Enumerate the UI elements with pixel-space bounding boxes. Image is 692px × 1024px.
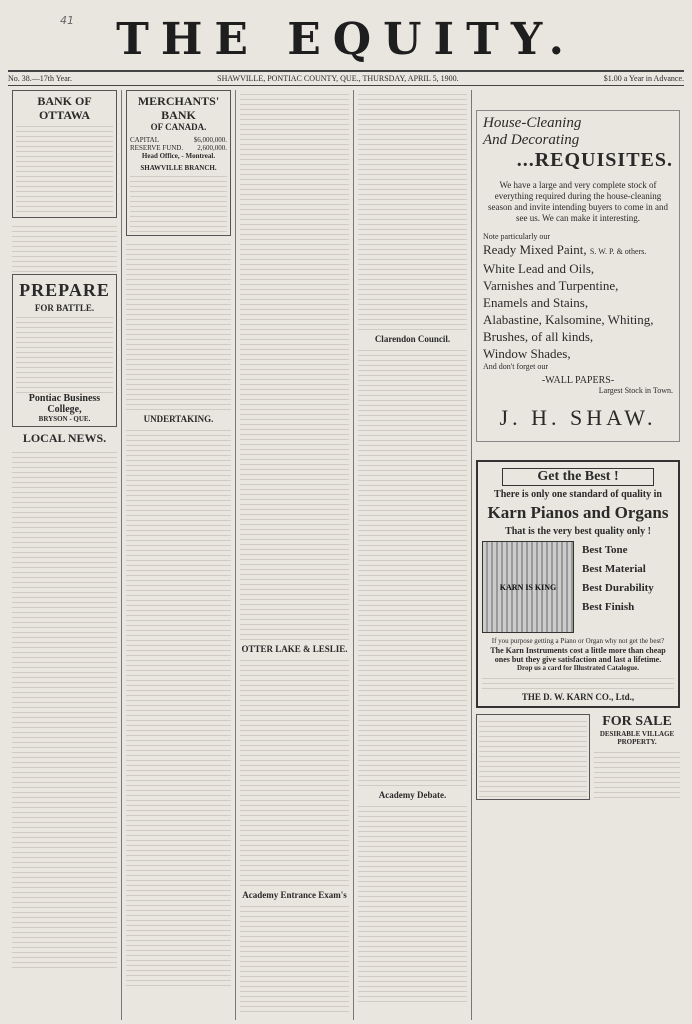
column-1 xyxy=(8,90,122,1020)
hc-item xyxy=(483,241,673,260)
piano-catalog: Drop us a card for Illustrated Catalogue. xyxy=(516,664,640,672)
piano-karn-note: The Karn Instruments cost a little more than cheap ones but they give satisfaction and last a lifetime. xyxy=(490,646,666,664)
handwritten-page-number: 41 xyxy=(60,14,74,27)
hc-item-text: Ready Mixed Paint, xyxy=(483,242,587,257)
dateline xyxy=(8,70,684,86)
for-sale-section xyxy=(476,714,680,800)
hc-item xyxy=(483,311,673,328)
place-date: SHAWVILLE, PONTIAC COUNTY, QUE., THURSDAY, APRIL 5, 1900. xyxy=(217,74,459,83)
piano-company: THE D. W. KARN CO., Ltd., xyxy=(521,692,635,702)
hc-items-list xyxy=(483,241,673,362)
hc-item-text: White Lead and Oils, xyxy=(483,261,595,276)
piano-title: Get the Best ! xyxy=(502,468,654,486)
reserve-value: 2,600,000. xyxy=(197,144,227,152)
hc-body: We have a large and very complete stock of everything required during the house-cleaning season and invite intending buyers to come in and see us. We can make it interesting. xyxy=(488,180,668,223)
piano-sub: There is only one standard of quality in xyxy=(494,489,662,500)
hc-largest-stock: Largest Stock in Town. xyxy=(598,386,673,395)
piano-feature: Best Material xyxy=(582,563,646,575)
capital-value: $6,000,000. xyxy=(193,136,227,144)
piano-illustration xyxy=(482,541,574,633)
hc-item-text: Brushes, of all kinds, xyxy=(483,329,594,344)
hc-merchant-name: J. H. SHAW. xyxy=(499,405,657,430)
hc-item-text: Alabastine, Kalsomine, Whiting, xyxy=(483,312,654,327)
piano-feature: Best Tone xyxy=(582,544,628,556)
subscription-price: $1.00 a Year in Advance. xyxy=(603,74,684,83)
clarendon-council-heading: Clarendon Council. xyxy=(374,334,451,344)
hc-item-note: S. W. P. & others. xyxy=(589,247,647,256)
column-3 xyxy=(236,90,354,1020)
merchants-bank-title: MERCHANTS' BANK xyxy=(137,94,220,122)
shawville-branch: SHAWVILLE BRANCH. xyxy=(140,164,217,172)
piano-feature: Best Durability xyxy=(582,582,654,594)
college-location: BRYSON - QUE. xyxy=(38,415,91,423)
hc-line1: House-Cleaning xyxy=(483,115,582,131)
bank-of-ottawa-title: BANK OF OTTAWA xyxy=(37,94,92,122)
karn-piano-ad xyxy=(476,460,680,708)
academy-exam-heading: Academy Entrance Exam's xyxy=(242,890,347,900)
hc-item-text: Enamels and Stains, xyxy=(483,295,589,310)
academy-debate-heading: Academy Debate. xyxy=(378,790,447,800)
prepare-subheading: FOR BATTLE. xyxy=(34,303,95,313)
for-sale-title: FOR SALE xyxy=(602,714,672,729)
hc-wall-papers: -WALL PAPERS- xyxy=(541,375,615,386)
hc-item xyxy=(483,294,673,311)
piano-features-list xyxy=(574,541,674,633)
column-4 xyxy=(354,90,472,1020)
hc-line3: ...REQUISITES. xyxy=(516,149,673,171)
business-college-ad xyxy=(12,274,117,427)
hc-item xyxy=(483,260,673,277)
piano-img-label: KARN IS KING xyxy=(499,582,557,592)
head-office: Head Office, - Montreal. xyxy=(141,152,216,160)
hc-item xyxy=(483,277,673,294)
agents-notice xyxy=(476,714,590,800)
bank-of-ottawa-ad xyxy=(12,90,117,218)
hc-item xyxy=(483,345,673,362)
capital-label: CAPITAL xyxy=(130,136,159,144)
prepare-heading: PREPARE xyxy=(19,280,110,300)
piano-purpose: If you purpose getting a Piano or Organ why not get the best? xyxy=(491,637,665,645)
hc-item-text: Varnishes and Turpentine, xyxy=(483,278,619,293)
hc-item-text: Window Shades, xyxy=(483,346,571,361)
undertaking-heading: UNDERTAKING. xyxy=(143,414,214,424)
masthead: THE EQUITY. xyxy=(116,14,576,65)
reserve-label: RESERVE FUND. xyxy=(130,144,184,152)
piano-feature: Best Finish xyxy=(582,601,635,613)
hc-line2: And Decorating xyxy=(483,132,580,148)
house-cleaning-ad xyxy=(476,110,680,442)
piano-headline: Karn Pianos and Organs xyxy=(487,503,669,522)
hc-item xyxy=(483,328,673,345)
merchants-bank-subtitle: OF CANADA. xyxy=(150,122,207,132)
column-5-ads xyxy=(472,90,684,1020)
piano-quality: That is the very best quality only ! xyxy=(505,526,651,537)
column-2 xyxy=(122,90,236,1020)
hc-note: Note particularly our xyxy=(483,232,551,241)
local-news-heading: LOCAL NEWS. xyxy=(22,431,107,445)
hc-forget: And don't forget our xyxy=(483,362,549,371)
otter-lake-heading: OTTER LAKE & LESLIE. xyxy=(241,644,348,654)
college-name: Pontiac Business College, xyxy=(28,393,101,415)
for-sale-sub: DESIRABLE VILLAGE PROPERTY. xyxy=(599,730,675,746)
merchants-bank-ad xyxy=(126,90,231,236)
volume-number: No. 38.—17th Year. xyxy=(8,74,73,83)
